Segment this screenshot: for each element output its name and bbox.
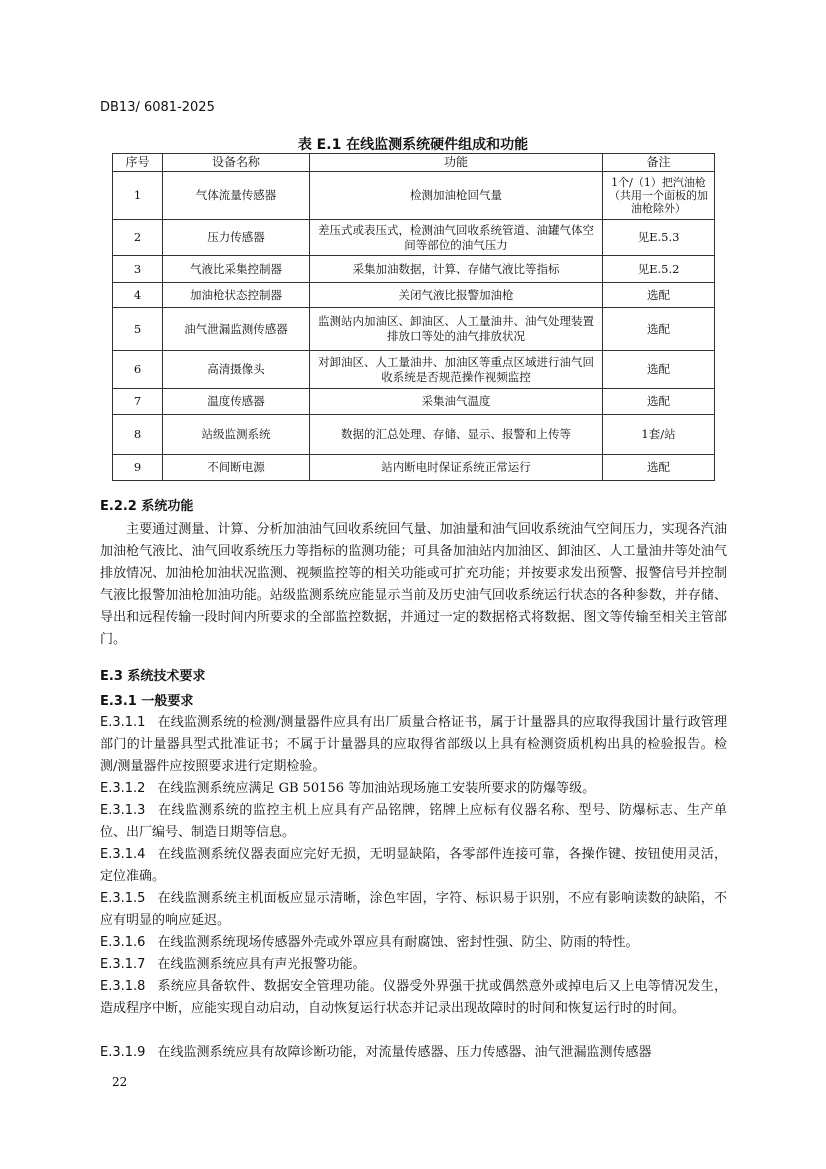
col-header: 功能 (310, 154, 603, 172)
section-heading: E.3.1 一般要求 (100, 694, 194, 709)
cell-no: 7 (113, 389, 163, 415)
clause-number: E.3.1.3 (100, 803, 146, 818)
table-row (113, 172, 715, 220)
cell-no: 1 (113, 172, 163, 220)
clause (100, 954, 727, 976)
section-heading: E.3 系统技术要求 (100, 669, 206, 684)
table-row (113, 389, 715, 415)
clause (100, 844, 727, 888)
cell-func: 关闭气液比报警加油枪 (310, 283, 603, 308)
cell-no: 6 (113, 351, 163, 389)
cell-no: 3 (113, 256, 163, 283)
cell-name: 压力传感器 (163, 220, 310, 256)
clause-number: E.3.1.1 (100, 715, 146, 730)
cell-func: 对卸油区、人工量油井、加油区等重点区域进行油气回收系统是否规范操作视频监控 (310, 351, 603, 389)
clause-number: E.3.1.6 (100, 935, 146, 950)
clause-number: E.3.1.5 (100, 891, 146, 906)
section-heading: E.2.2 系统功能 (100, 499, 194, 514)
table-caption: 表 E.1 在线监测系统硬件组成和功能 (297, 137, 529, 153)
clause (100, 888, 727, 932)
cell-func: 站内断电时保证系统正常运行 (310, 455, 603, 481)
clause (100, 976, 727, 1020)
clause-number: E.3.1.9 (100, 1045, 146, 1060)
cell-note: 1个/（1）把汽油枪（共用一个面板的加油枪除外） (603, 172, 715, 220)
cell-no: 8 (113, 415, 163, 455)
cell-name: 气体流量传感器 (163, 172, 310, 220)
clause-number: E.3.1.2 (100, 781, 146, 796)
table-row (113, 455, 715, 481)
table-header-row (113, 154, 715, 172)
cell-note: 1套/站 (603, 415, 715, 455)
cell-note: 选配 (603, 308, 715, 351)
cell-note: 选配 (603, 351, 715, 389)
cell-no: 2 (113, 220, 163, 256)
cell-note: 选配 (603, 455, 715, 481)
cell-func: 监测站内加油区、卸油区、人工量油井、油气处理装置排放口等处的油气排放状况 (310, 308, 603, 351)
clause-text: 在线监测系统主机面板应显示清晰，涂色牢固，字符、标识易于识别，不应有影响读数的缺陷，不应有明显的响应延迟。 (100, 891, 727, 928)
cell-name: 不间断电源 (163, 455, 310, 481)
clause (100, 712, 727, 778)
cell-name: 高清摄像头 (163, 351, 310, 389)
document-header: DB13/ 6081-2025 (100, 100, 215, 115)
clause-text: 在线监测系统现场传感器外壳或外罩应具有耐腐蚀、密封性强、防尘、防雨的特性。 (157, 935, 639, 950)
cell-no: 9 (113, 455, 163, 481)
cell-note: 见E.5.2 (603, 256, 715, 283)
cell-note: 选配 (603, 283, 715, 308)
clause (100, 932, 727, 954)
cell-note: 见E.5.3 (603, 220, 715, 256)
cell-name: 加油枪状态控制器 (163, 283, 310, 308)
clause-number: E.3.1.8 (100, 979, 146, 994)
cell-name: 气液比采集控制器 (163, 256, 310, 283)
cell-note: 选配 (603, 389, 715, 415)
clause-number: E.3.1.7 (100, 957, 146, 972)
clause-text: 在线监测系统的监控主机上应具有产品铭牌，铭牌上应标有仪器名称、型号、防爆标志、生产单位、出厂编号、制造日期等信息。 (100, 803, 727, 840)
table-row (113, 308, 715, 351)
table-row (113, 220, 715, 256)
col-header: 序号 (113, 154, 163, 172)
table-row (113, 256, 715, 283)
clause-text: 在线监测系统应具有声光报警功能。 (157, 957, 366, 972)
clause-number: E.3.1.4 (100, 847, 146, 862)
hardware-table (112, 153, 715, 481)
clause-text: 在线监测系统的检测/测量器件应具有出厂质量合格证书，属于计量器具的应取得我国计量行政管理部门的计量器具型式批准证书；不属于计量器具的应取得省部级以上具有检测资质机构出具的检验报告。检测/测量器件应按照要求进行定期检验。 (100, 715, 727, 774)
table-row (113, 283, 715, 308)
cell-func: 检测加油枪回气量 (310, 172, 603, 220)
col-header: 设备名称 (163, 154, 310, 172)
page-number: 22 (112, 1075, 128, 1089)
cell-func: 采集加油数据，计算、存储气液比等指标 (310, 256, 603, 283)
cell-name: 站级监测系统 (163, 415, 310, 455)
clause-text: 在线监测系统应满足 GB 50156 等加油站现场施工安装所要求的防爆等级。 (157, 781, 596, 796)
clause-text: 在线监测系统仪器表面应完好无损，无明显缺陷，各零部件连接可靠，各操作键、按钮使用灵活，定位准确。 (100, 847, 727, 884)
clause-text: 系统应具备软件、数据安全管理功能。仪器受外界强干扰或偶然意外或掉电后又上电等情况发生，造成程序中断，应能实现自动启动，自动恢复运行状态并记录出现故障时的时间和恢复运行时的时间。 (100, 979, 727, 1016)
clause-text: 在线监测系统应具有故障诊断功能，对流量传感器、压力传感器、油气泄漏监测传感器 (157, 1045, 652, 1060)
table-row (113, 415, 715, 455)
cell-func: 采集油气温度 (310, 389, 603, 415)
paragraph: 主要通过测量、计算、分析加油油气回收系统回气量、加油量和油气回收系统油气空间压力，实现各汽油加油枪气液比、油气回收系统压力等指标的监测功能；可具备加油站内加油区、卸油区、人工量油井等处油气排放情况、加油枪加油状况监测、视频监控等的相关功能或可扩充功能；并按要求发出预警、报警信号并控制气液比报警加油枪加油功能。站级监测系统应能显示当前及历史油气回收系统运行状态的各种参数，并存储、导出和远程传输一段时间内所要求的全部监控数据，并通过一定的数据格式将数据、图文等传输至相关主管部门。 (100, 522, 727, 647)
cell-func: 差压式或表压式，检测油气回收系统管道、油罐气体空间等部位的油气压力 (310, 220, 603, 256)
cell-no: 5 (113, 308, 163, 351)
cell-name: 油气泄漏监测传感器 (163, 308, 310, 351)
cell-func: 数据的汇总处理、存储、显示、报警和上传等 (310, 415, 603, 455)
clause (100, 778, 727, 800)
clause (100, 800, 727, 844)
clause (100, 1042, 727, 1064)
cell-no: 4 (113, 283, 163, 308)
col-header: 备注 (603, 154, 715, 172)
table-row (113, 351, 715, 389)
cell-name: 温度传感器 (163, 389, 310, 415)
